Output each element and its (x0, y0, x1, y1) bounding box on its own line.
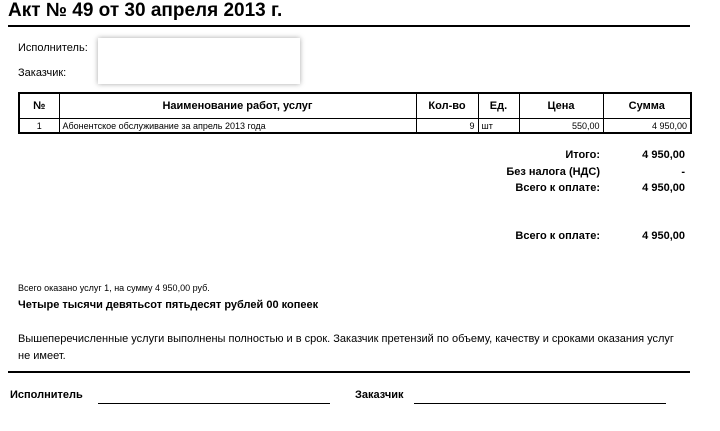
header-price: Цена (519, 93, 603, 119)
acceptance-statement: Вышеперечисленные услуги выполнены полностью и в срок. Заказчик претензий по объему, качеству и сроками оказания услуг не имеет. (18, 333, 674, 362)
total-due-final-label: Всего к оплате: (515, 230, 600, 242)
title-underline (8, 25, 690, 27)
tax-label: Без налога (НДС) (506, 166, 600, 178)
header-name: Наименование работ, услуг (59, 93, 416, 119)
services-count-line: Всего оказано услуг 1, на сумму 4 950,00 руб. (18, 283, 210, 293)
cell-number: 1 (19, 119, 59, 134)
subtotal-label: Итого: (565, 149, 600, 161)
executor-signature-label: Исполнитель (10, 389, 83, 401)
header-unit: Ед. (478, 93, 519, 119)
subtotal-value: 4 950,00 (642, 149, 685, 161)
total-due-value: 4 950,00 (642, 182, 685, 194)
header-number: № (19, 93, 59, 119)
redacted-party-details (98, 38, 300, 84)
services-table (18, 92, 692, 134)
cell-name: Абонентское обслуживание за апрель 2013 года (59, 119, 416, 134)
table-header-row (19, 93, 691, 119)
customer-signature-line (414, 403, 666, 404)
signature-divider (8, 371, 690, 373)
tax-value: - (681, 166, 685, 178)
table-row (19, 119, 691, 134)
total-due-final-value: 4 950,00 (642, 230, 685, 242)
total-due-label: Всего к оплате: (515, 182, 600, 194)
cell-price: 550,00 (519, 119, 603, 134)
cell-sum: 4 950,00 (603, 119, 691, 134)
document-title: Акт № 49 от 30 апреля 2013 г. (8, 0, 283, 21)
executor-signature-line (98, 403, 330, 404)
cell-quantity: 9 (416, 119, 478, 134)
header-sum: Сумма (603, 93, 691, 119)
customer-label: Заказчик: (18, 67, 67, 79)
executor-label: Исполнитель: (18, 42, 88, 54)
amount-in-words: Четыре тысячи девятьсот пятьдесят рублей 00 копеек (18, 299, 319, 311)
customer-signature-label: Заказчик (355, 389, 404, 401)
cell-unit: шт (478, 119, 519, 134)
header-quantity: Кол-во (416, 93, 478, 119)
